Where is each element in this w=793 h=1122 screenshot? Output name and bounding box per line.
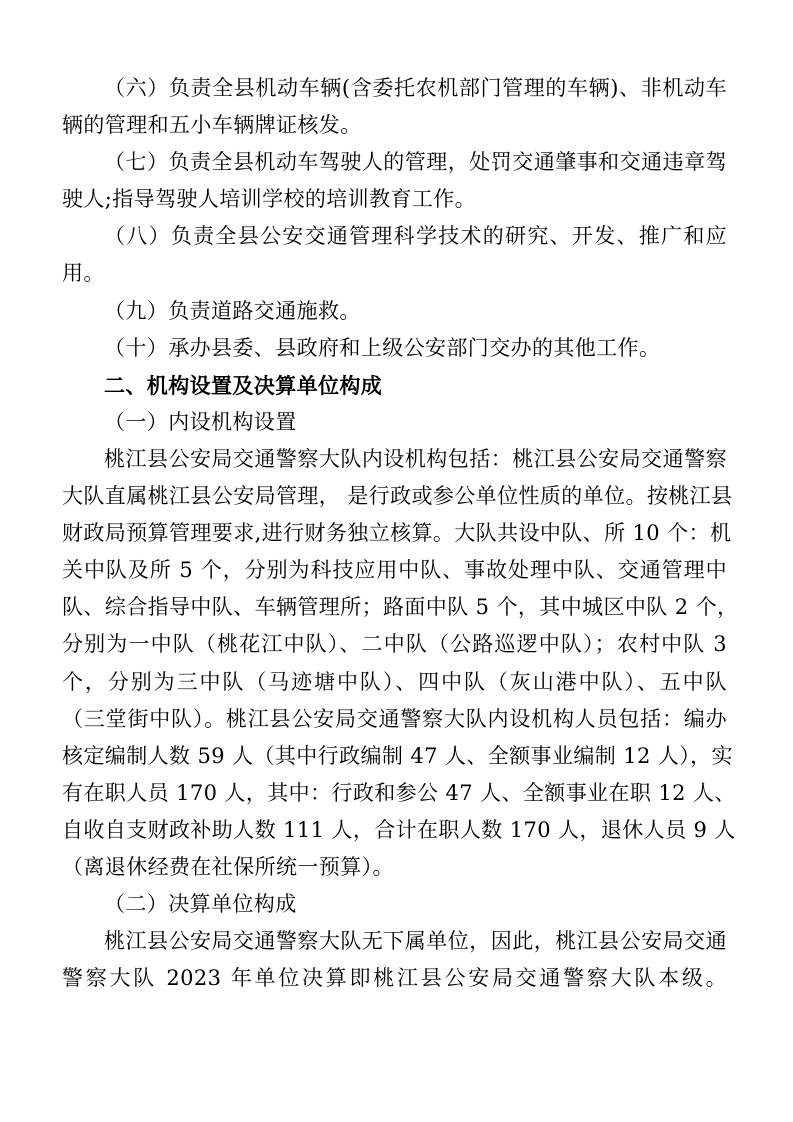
text-line: 大队直属桃江县公安局管理， 是行政或参公单位性质的单位。按桃江县 — [62, 484, 733, 509]
text-line: 用。 — [62, 261, 105, 286]
text-line: 核定编制人数 59 人（其中行政编制 47 人、全额事业编制 12 人），实 — [62, 743, 733, 768]
body-text — [62, 70, 739, 997]
text-line: （二）决算单位构成 — [104, 892, 297, 917]
text-line: （十）承办县委、县政府和上级公安部门交办的其他工作。 — [104, 335, 661, 360]
text-line: 队、综合指导中队、车辆管理所；路面中队 5 个，其中城区中队 2 个， — [62, 595, 739, 620]
section-heading: 二、机构设置及决算单位构成 — [104, 372, 383, 398]
text-line: 桃江县公安局交通警察大队无下属单位，因此，桃江县公安局交通 — [104, 929, 727, 954]
text-line: （一）内设机构设置 — [104, 409, 297, 434]
text-line: （七）负责全县机动车驾驶人的管理，处罚交通肇事和交通违章驾 — [104, 150, 727, 175]
text-line: 桃江县公安局交通警察大队内设机构包括：桃江县公安局交通警察 — [104, 446, 727, 471]
text-line: （九）负责道路交通施救。 — [104, 298, 361, 323]
text-line: 警察大队 2023 年单位决算即桃江县公安局交通警察大队本级。 — [62, 966, 727, 991]
text-line: （三堂街中队）。桃江县公安局交通警察大队内设机构人员包括：编办 — [62, 706, 727, 731]
text-line: （离退休经费在社保所统一预算）。 — [62, 854, 394, 879]
text-line: 分别为一中队（桃花江中队）、二中队（公路巡逻中队）；农村中队 3 — [62, 632, 727, 657]
text-line: 关中队及所 5 个，分别为科技应用中队、事故处理中队、交通管理中 — [62, 558, 727, 583]
text-line: 自收自支财政补助人数 111 人，合计在职人数 170 人，退休人员 9 人 — [62, 817, 736, 842]
text-line: 个，分别为三中队（马迹塘中队）、四中队（灰山港中队）、五中队 — [62, 669, 727, 694]
text-line: 财政局预算管理要求,进行财务独立核算。大队共设中队、所 10 个：机 — [62, 521, 732, 546]
text-line: 有在职人员 170 人，其中：行政和参公 47 人、全额事业在职 12 人、 — [62, 780, 736, 805]
text-line: （八）负责全县公安交通管理科学技术的研究、开发、推广和应 — [104, 224, 727, 249]
text-line: （六）负责全县机动车辆(含委托农机部门管理的车辆)、非机动车 — [104, 76, 727, 100]
text-line: 驶人;指导驾驶人培训学校的培训教育工作。 — [62, 187, 477, 212]
text-line: 辆的管理和五小车辆牌证核发。 — [62, 113, 362, 138]
